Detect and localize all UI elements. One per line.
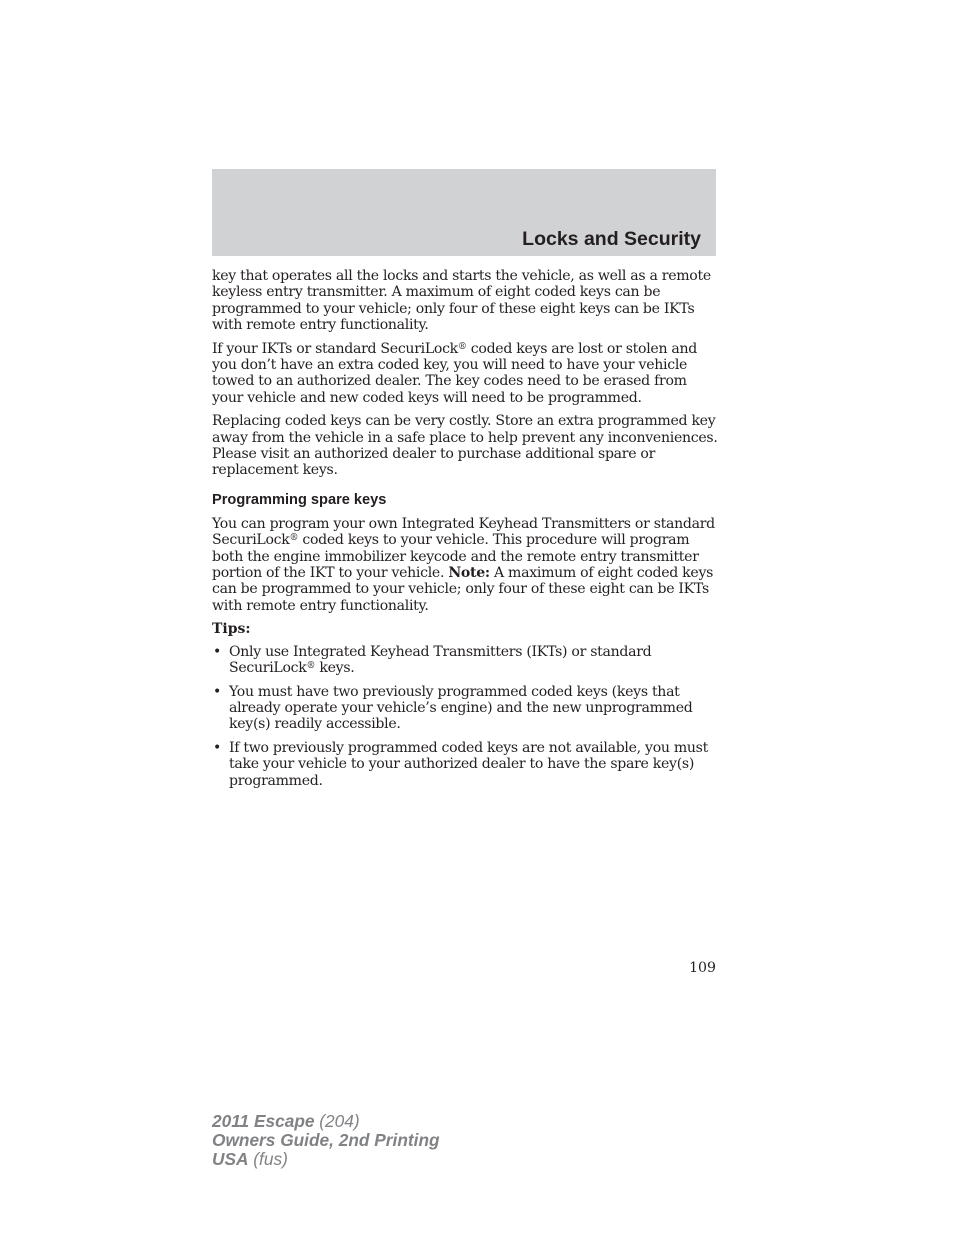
text-run: You can program your own Integrated Keyhead Transmitters or standard SecuriLock bbox=[212, 516, 715, 549]
text-run: USA bbox=[212, 1149, 249, 1169]
footer-line bbox=[212, 1150, 440, 1169]
subsection-heading: Programming spare keys bbox=[212, 492, 387, 509]
registered-mark: ® bbox=[457, 341, 467, 352]
text-run: Only use Integrated Keyhead Transmitters (IKTs) or standard SecuriLock bbox=[229, 643, 652, 676]
text-run: If your IKTs or standard SecuriLock bbox=[212, 340, 458, 357]
list-item bbox=[212, 740, 718, 789]
section-title: Locks and Security bbox=[522, 228, 701, 250]
text-run: (fus) bbox=[248, 1149, 288, 1169]
footer-imprint bbox=[212, 1112, 440, 1169]
body-paragraph: key that operates all the locks and starts the vehicle, as well as a remote keyless entry transmitter. A maximum of eight coded keys can be programmed to your vehicle; only four of these eight keys can be IKTs with remote entry functionality. bbox=[212, 268, 711, 333]
body-paragraph bbox=[212, 341, 718, 406]
tips-label: Tips: bbox=[212, 621, 251, 638]
note-label: Note: bbox=[448, 564, 490, 581]
page-number: 109 bbox=[689, 960, 716, 976]
text-run: coded keys are lost or stolen and you don’t have an extra coded key, you will need to have your vehicle towed to an authorized dealer. The key codes need to be erased from your vehicle and new coded keys will need to be programmed. bbox=[212, 340, 698, 406]
tips-list bbox=[212, 644, 718, 789]
bullet-icon: • bbox=[213, 683, 222, 700]
section-header-band bbox=[212, 169, 716, 256]
bullet-icon: • bbox=[213, 740, 222, 757]
text-run: If two previously programmed coded keys are not available, you must take your vehicle to your authorized dealer to have the spare key(s) programmed. bbox=[229, 740, 708, 789]
registered-mark: ® bbox=[306, 660, 316, 671]
body-paragraph bbox=[212, 516, 718, 614]
footer-line bbox=[212, 1112, 440, 1131]
text-run: keys. bbox=[315, 659, 355, 676]
body-paragraph: Replacing coded keys can be very costly. Store an extra programmed key away from the vehicle in a safe place to help prevent any inconveniences. Please visit an authorized dealer to purchase additional spare or replacement keys. bbox=[212, 413, 718, 479]
text-run: 2011 Escape bbox=[212, 1111, 315, 1131]
text-run: coded keys to your vehicle. This procedure will program both the engine immobilizer keycode and the remote entry transmitter portion of the IKT to your vehicle. bbox=[212, 532, 699, 581]
text-run: You must have two previously programmed coded keys (keys that already operate your vehicle’s engine) and the new unprogrammed key(s) readily accessible. bbox=[229, 683, 693, 733]
text-run: (204) bbox=[314, 1111, 360, 1131]
bullet-icon: • bbox=[213, 643, 222, 660]
text-run: A maximum of eight coded keys can be programmed to your vehicle; only four of these eight can be IKTs with remote entry functionality. bbox=[212, 564, 714, 614]
page-content bbox=[212, 268, 718, 797]
list-item bbox=[212, 644, 718, 677]
list-item bbox=[212, 684, 718, 733]
registered-mark: ® bbox=[289, 533, 299, 544]
footer-line: Owners Guide, 2nd Printing bbox=[212, 1130, 440, 1150]
